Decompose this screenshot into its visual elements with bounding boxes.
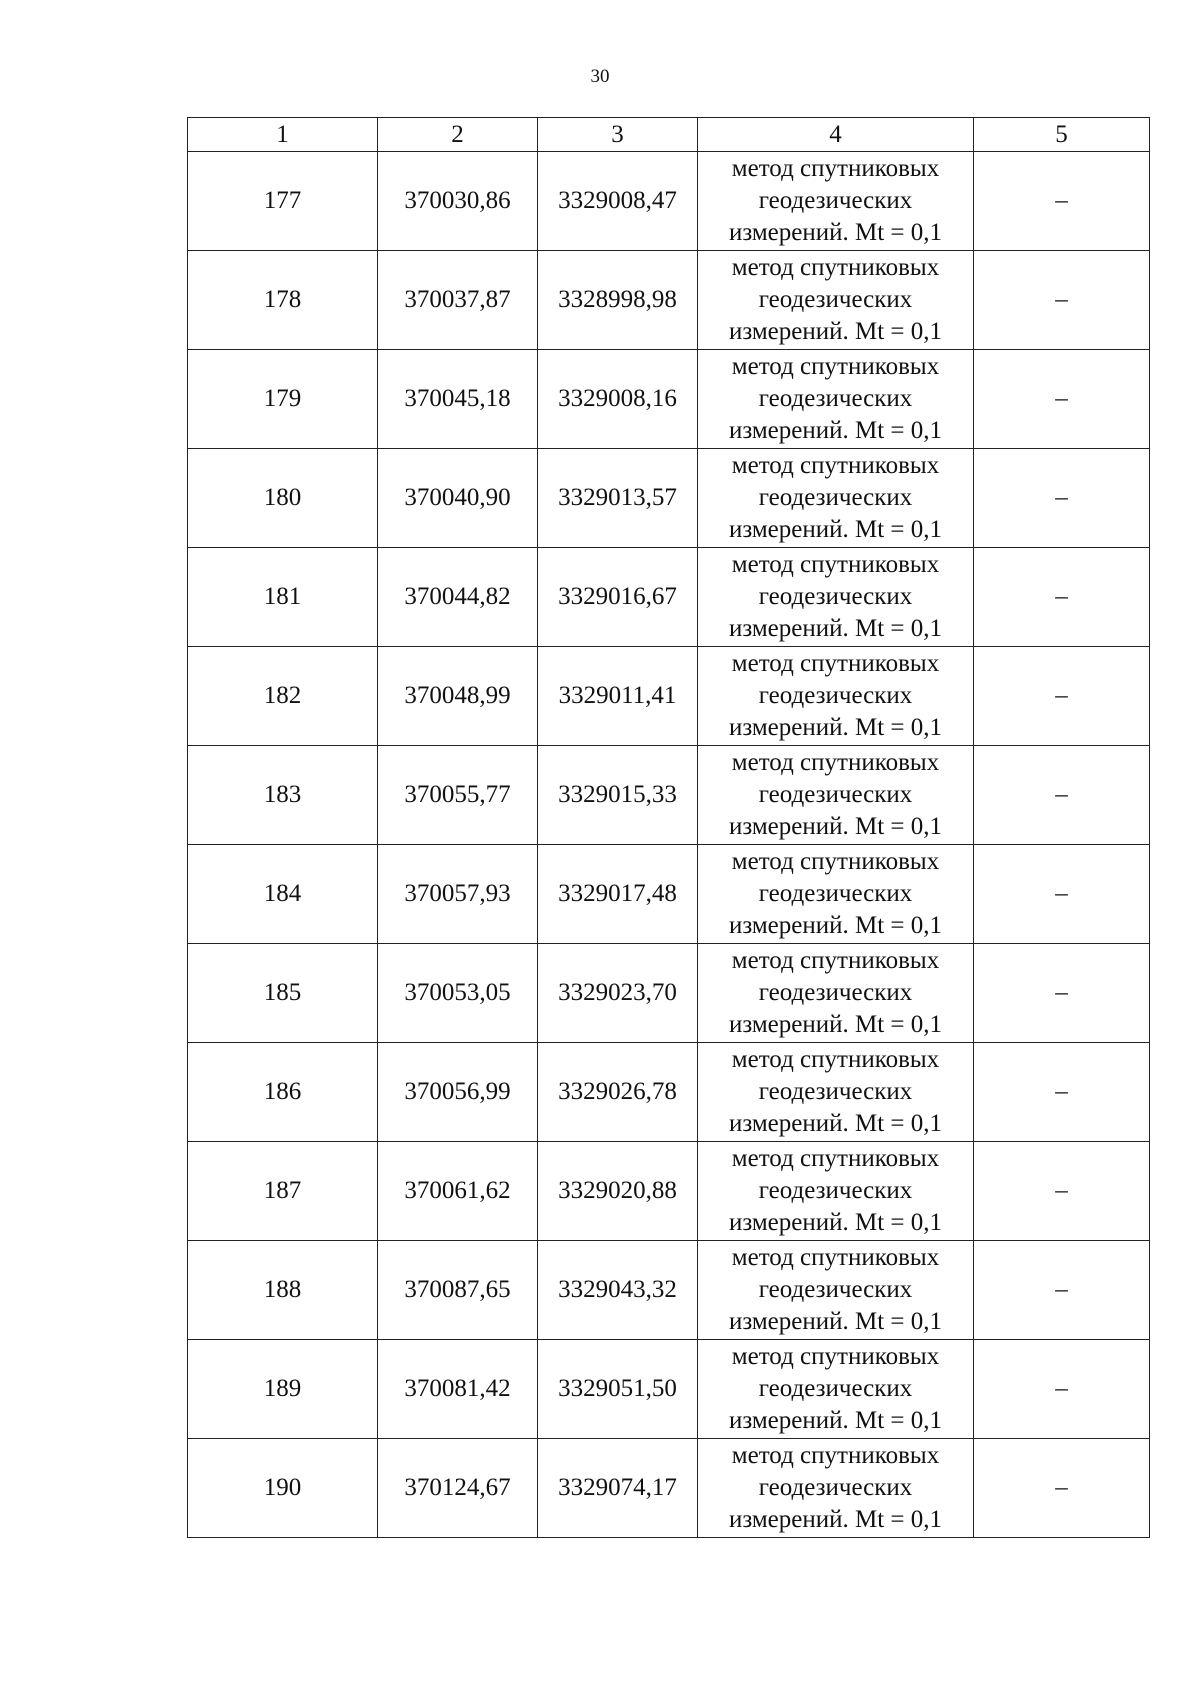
y-coordinate-cell: 3329016,67 [538,548,698,647]
method-cell [698,548,974,647]
table-row [188,449,1150,548]
method-line: метод спутниковых [731,155,940,182]
method-cell [698,251,974,350]
method-line: метод спутниковых [731,551,940,578]
y-coordinate-cell: 3329074,17 [538,1439,698,1538]
y-coordinate-cell: 3329017,48 [538,845,698,944]
y-coordinate-cell: 3329013,57 [538,449,698,548]
point-number-cell: 180 [188,449,378,548]
method-line: метод спутниковых [731,848,940,875]
note-cell: – [974,746,1150,845]
x-coordinate-cell: 370044,82 [378,548,538,647]
point-number-cell: 186 [188,1043,378,1142]
method-line: геодезических [758,1276,913,1303]
x-coordinate-cell: 370056,99 [378,1043,538,1142]
note-cell: – [974,944,1150,1043]
x-coordinate-cell: 370053,05 [378,944,538,1043]
method-line: геодезических [758,781,913,808]
note-cell: – [974,251,1150,350]
point-number-cell: 179 [188,350,378,449]
point-number-cell: 181 [188,548,378,647]
x-coordinate-cell: 370061,62 [378,1142,538,1241]
note-cell: – [974,449,1150,548]
method-line: метод спутниковых [731,254,940,281]
table-header [188,118,1150,152]
y-coordinate-cell: 3328998,98 [538,251,698,350]
header-row [188,118,1150,152]
x-coordinate-cell: 370040,90 [378,449,538,548]
point-number-cell: 189 [188,1340,378,1439]
point-number-cell: 190 [188,1439,378,1538]
method-line: метод спутниковых [731,1244,940,1271]
method-cell [698,1340,974,1439]
coordinates-table [187,117,1150,1538]
method-line: метод спутниковых [731,1442,940,1469]
method-line: измерений. Mt = 0,1 [728,516,943,543]
note-cell: – [974,647,1150,746]
x-coordinate-cell: 370045,18 [378,350,538,449]
y-coordinate-cell: 3329011,41 [538,647,698,746]
y-coordinate-cell: 3329020,88 [538,1142,698,1241]
method-line: метод спутниковых [731,452,940,479]
header-cell-5: 5 [974,118,1150,152]
page-number: 30 [590,66,610,87]
point-number-cell: 182 [188,647,378,746]
note-cell: – [974,1142,1150,1241]
method-line: измерений. Mt = 0,1 [728,417,943,444]
table-row [188,350,1150,449]
x-coordinate-cell: 370037,87 [378,251,538,350]
note-cell: – [974,152,1150,251]
point-number-cell: 187 [188,1142,378,1241]
note-cell: – [974,1043,1150,1142]
table-body [188,152,1150,1538]
point-number-cell: 178 [188,251,378,350]
method-line: геодезических [758,682,913,709]
x-coordinate-cell: 370030,86 [378,152,538,251]
x-coordinate-cell: 370057,93 [378,845,538,944]
y-coordinate-cell: 3329015,33 [538,746,698,845]
table-row [188,152,1150,251]
method-line: геодезических [758,583,913,610]
method-line: геодезических [758,187,913,214]
method-line: геодезических [758,385,913,412]
method-line: измерений. Mt = 0,1 [728,1110,943,1137]
method-line: геодезических [758,1474,913,1501]
method-line: измерений. Mt = 0,1 [728,219,943,246]
table-row [188,746,1150,845]
method-cell [698,845,974,944]
method-cell [698,152,974,251]
method-line: метод спутниковых [731,1046,940,1073]
table-row [188,1439,1150,1538]
method-cell [698,944,974,1043]
header-cell-1: 1 [188,118,378,152]
method-line: геодезических [758,1375,913,1402]
x-coordinate-cell: 370048,99 [378,647,538,746]
point-number-cell: 188 [188,1241,378,1340]
note-cell: – [974,350,1150,449]
x-coordinate-cell: 370055,77 [378,746,538,845]
method-cell [698,350,974,449]
y-coordinate-cell: 3329051,50 [538,1340,698,1439]
y-coordinate-cell: 3329008,47 [538,152,698,251]
method-line: измерений. Mt = 0,1 [728,1407,943,1434]
method-line: геодезических [758,880,913,907]
point-number-cell: 185 [188,944,378,1043]
method-line: измерений. Mt = 0,1 [728,1011,943,1038]
method-line: измерений. Mt = 0,1 [728,1506,943,1533]
y-coordinate-cell: 3329023,70 [538,944,698,1043]
table-row [188,1241,1150,1340]
y-coordinate-cell: 3329043,32 [538,1241,698,1340]
method-cell [698,1142,974,1241]
method-cell [698,1439,974,1538]
method-line: измерений. Mt = 0,1 [728,1308,943,1335]
method-line: измерений. Mt = 0,1 [728,1209,943,1236]
method-line: измерений. Mt = 0,1 [728,714,943,741]
method-line: измерений. Mt = 0,1 [728,813,943,840]
table-row [188,845,1150,944]
note-cell: – [974,548,1150,647]
y-coordinate-cell: 3329008,16 [538,350,698,449]
method-cell [698,647,974,746]
method-line: геодезических [758,1078,913,1105]
method-line: измерений. Mt = 0,1 [728,912,943,939]
point-number-cell: 183 [188,746,378,845]
method-line: геодезических [758,484,913,511]
header-cell-3: 3 [538,118,698,152]
method-line: геодезических [758,286,913,313]
note-cell: – [974,1241,1150,1340]
method-line: метод спутниковых [731,353,940,380]
table-row [188,944,1150,1043]
method-line: измерений. Mt = 0,1 [728,615,943,642]
note-cell: – [974,845,1150,944]
table-row [188,1340,1150,1439]
method-cell [698,1043,974,1142]
point-number-cell: 177 [188,152,378,251]
method-line: метод спутниковых [731,947,940,974]
method-line: геодезических [758,1177,913,1204]
x-coordinate-cell: 370081,42 [378,1340,538,1439]
table-row [188,1142,1150,1241]
table-row [188,251,1150,350]
note-cell: – [974,1439,1150,1538]
method-cell [698,1241,974,1340]
method-line: измерений. Mt = 0,1 [728,318,943,345]
method-line: метод спутниковых [731,1343,940,1370]
method-line: метод спутниковых [731,749,940,776]
table-row [188,647,1150,746]
method-line: метод спутниковых [731,1145,940,1172]
method-line: метод спутниковых [731,650,940,677]
x-coordinate-cell: 370087,65 [378,1241,538,1340]
point-number-cell: 184 [188,845,378,944]
note-cell: – [974,1340,1150,1439]
method-line: геодезических [758,979,913,1006]
header-cell-2: 2 [378,118,538,152]
table-row [188,548,1150,647]
method-cell [698,746,974,845]
table-row [188,1043,1150,1142]
method-cell [698,449,974,548]
y-coordinate-cell: 3329026,78 [538,1043,698,1142]
header-cell-4: 4 [698,118,974,152]
x-coordinate-cell: 370124,67 [378,1439,538,1538]
